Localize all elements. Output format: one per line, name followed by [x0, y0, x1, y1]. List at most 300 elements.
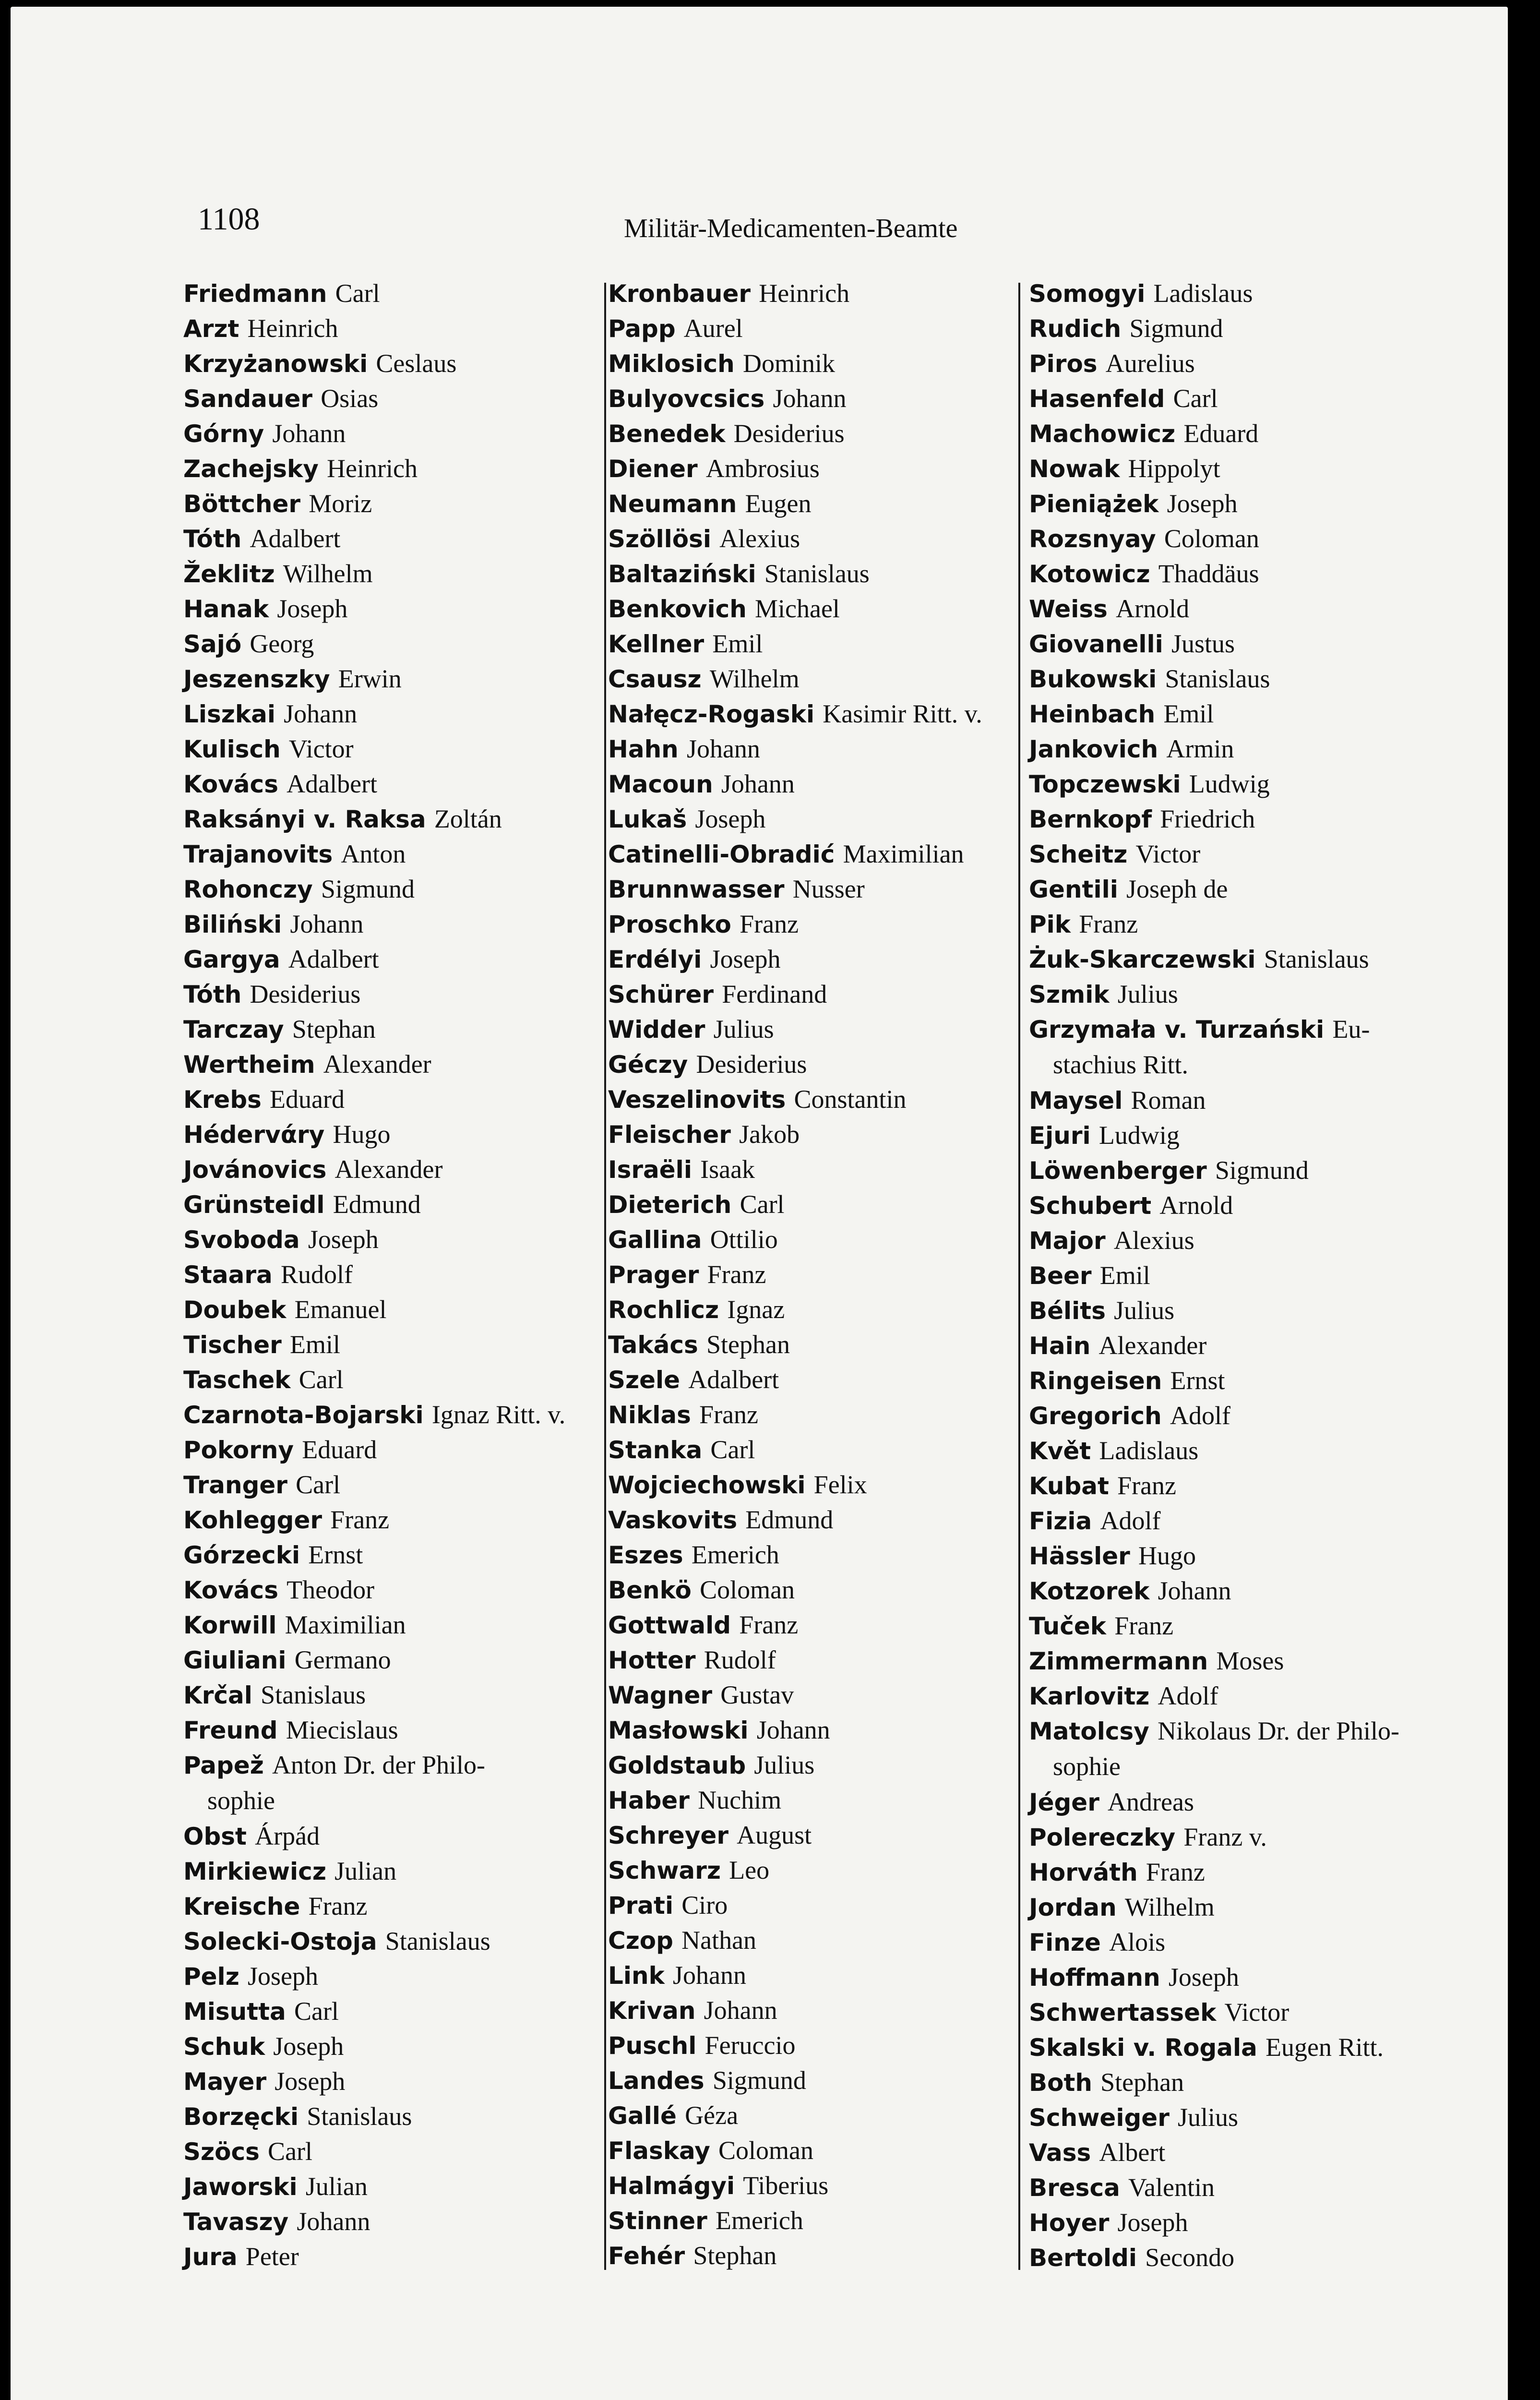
given-name: Miecislaus	[286, 1716, 398, 1744]
surname: Giuliani	[183, 1646, 287, 1674]
surname: Schubert	[1029, 1192, 1152, 1220]
given-name: Carl	[296, 1470, 341, 1499]
name-entry	[1029, 1433, 1442, 1468]
name-entry	[183, 2028, 586, 2064]
surname: Tuček	[1029, 1612, 1107, 1640]
name-entry	[1029, 696, 1442, 731]
given-name: Moses	[1216, 1646, 1284, 1675]
surname: Kohlegger	[183, 1506, 322, 1534]
name-entry	[608, 451, 1016, 486]
surname: Hahn	[608, 735, 679, 763]
running-head: Militär-Medicamenten-Beamte	[624, 214, 958, 243]
name-entry	[1029, 1854, 1442, 1889]
given-name: Desiderius	[696, 1050, 807, 1079]
given-name: Nuchim	[698, 1786, 782, 1814]
surname: Gentili	[1029, 876, 1118, 903]
name-column-2	[608, 276, 1016, 2273]
given-name: Sigmund	[1129, 314, 1223, 343]
surname: Wagner	[608, 1681, 713, 1709]
name-entry	[608, 2203, 1016, 2238]
given-name: Johann	[721, 769, 795, 798]
name-entry	[608, 1992, 1016, 2028]
surname: Fleischer	[608, 1121, 731, 1149]
given-name: Julius	[1178, 2103, 1239, 2132]
given-name: Feruccio	[704, 2031, 796, 2060]
given-name: Eduard	[270, 1085, 345, 1114]
name-entry	[183, 1187, 586, 1222]
name-entry	[1029, 1293, 1442, 1328]
given-name: Eugen Ritt.	[1265, 2033, 1384, 2062]
name-entry	[608, 591, 1016, 626]
given-name: Theodor	[287, 1575, 375, 1604]
given-name: Joseph de	[1126, 875, 1228, 903]
surname: Skalski v. Rogala	[1029, 2034, 1257, 2062]
given-name: Stephan	[706, 1330, 790, 1359]
given-name: Aurelius	[1105, 349, 1195, 378]
surname: Veszelinovits	[608, 1086, 786, 1114]
surname: Link	[608, 1962, 665, 1990]
given-name: Johann	[756, 1716, 830, 1744]
name-entry	[608, 941, 1016, 976]
surname: Grzymała v. Turzański	[1029, 1016, 1325, 1044]
name-entry	[183, 1362, 586, 1397]
surname: Tarczay	[183, 1016, 284, 1044]
given-name: Ceslaus	[376, 349, 457, 378]
surname: Arzt	[183, 315, 239, 343]
surname: Nałęcz-Rogaski	[608, 700, 815, 728]
surname: Sajó	[183, 630, 242, 658]
given-name: Hippolyt	[1128, 454, 1220, 483]
surname: Catinelli-Obradić	[608, 840, 835, 868]
surname: Tranger	[183, 1471, 287, 1499]
name-entry	[608, 976, 1016, 1011]
name-entry	[183, 276, 586, 311]
name-entry	[1029, 1082, 1442, 1117]
name-entry	[1029, 1713, 1442, 1784]
given-name: Joseph	[273, 2032, 344, 2061]
name-entry	[183, 1116, 586, 1152]
surname: Haber	[608, 1787, 690, 1814]
surname: Giovanelli	[1029, 630, 1163, 658]
surname: Hédervάry	[183, 1121, 325, 1149]
surname: Flaskay	[608, 2137, 710, 2165]
given-name: Constantin	[794, 1085, 907, 1114]
surname: Kellner	[608, 630, 704, 658]
surname: Dieterich	[608, 1191, 732, 1219]
given-name: Carl	[294, 1997, 339, 2026]
surname: Pokorny	[183, 1436, 294, 1464]
surname: Kovács	[183, 1576, 278, 1604]
name-entry	[608, 1957, 1016, 1992]
name-entry	[183, 1222, 586, 1257]
surname: Misutta	[183, 1998, 286, 2026]
name-entry	[608, 1607, 1016, 1642]
name-entry	[183, 2099, 586, 2134]
surname: Vaskovits	[608, 1506, 738, 1534]
name-entry	[1029, 1328, 1442, 1363]
surname: Szele	[608, 1366, 680, 1394]
name-entry	[608, 2028, 1016, 2063]
name-entry	[608, 906, 1016, 941]
surname: Miklosich	[608, 350, 735, 378]
given-name: Rudolf	[704, 1645, 776, 1674]
surname: Gallina	[608, 1226, 702, 1254]
given-name: Emerich	[715, 2206, 803, 2235]
given-name: Felix	[813, 1470, 867, 1499]
surname: Doubek	[183, 1296, 287, 1324]
name-entry	[183, 871, 586, 906]
name-entry	[1029, 661, 1442, 696]
name-entry	[608, 486, 1016, 521]
given-name: Osias	[321, 384, 379, 413]
surname: Pieniążek	[1029, 490, 1159, 518]
surname: Topczewski	[1029, 770, 1181, 798]
given-name: Stephan	[1100, 2068, 1184, 2097]
given-name: Franz	[699, 1400, 759, 1429]
name-entry	[1029, 1959, 1442, 1994]
given-name: Edmund	[333, 1190, 421, 1219]
name-entry	[1029, 1363, 1442, 1398]
name-entry	[183, 1993, 586, 2028]
given-name: Julius	[754, 1751, 815, 1779]
given-name: Stanislaus	[307, 2102, 412, 2131]
given-name: Árpád	[255, 1822, 320, 1850]
given-name: Franz	[739, 1610, 799, 1639]
given-name: Valentin	[1128, 2173, 1215, 2202]
name-entry	[183, 1327, 586, 1362]
name-entry	[183, 2134, 586, 2169]
given-name: Adolf	[1100, 1506, 1161, 1535]
surname: Krebs	[183, 1086, 262, 1114]
given-name: Alexander	[1098, 1331, 1207, 1360]
name-entry	[608, 1817, 1016, 1852]
surname: Kotowicz	[1029, 560, 1150, 588]
given-name: Joseph	[277, 594, 348, 623]
surname: Diener	[608, 455, 698, 483]
given-name: Adalbert	[688, 1365, 779, 1394]
name-entry	[1029, 766, 1442, 801]
name-entry	[183, 1292, 586, 1327]
name-entry	[1029, 906, 1442, 941]
given-name: Carl	[335, 279, 380, 308]
given-name: Eu-	[1332, 1015, 1370, 1044]
given-name: Alexander	[334, 1155, 443, 1184]
name-entry	[183, 976, 586, 1011]
given-name: Joseph	[275, 2067, 346, 2096]
name-entry	[608, 836, 1016, 871]
name-entry	[1029, 871, 1442, 906]
surname: Csausz	[608, 665, 702, 693]
entry-continuation: sophie	[207, 1786, 275, 1815]
given-name: Ignaz	[727, 1295, 785, 1324]
surname: Papež	[183, 1752, 264, 1779]
name-entry	[608, 1222, 1016, 1257]
given-name: Johann	[272, 419, 346, 448]
name-entry	[1029, 836, 1442, 871]
surname: Eszes	[608, 1541, 683, 1569]
name-entry	[183, 1572, 586, 1607]
given-name: Julian	[334, 1857, 397, 1885]
given-name: Stanislaus	[764, 559, 870, 588]
surname: Rozsnyay	[1029, 525, 1156, 553]
surname: Bernkopf	[1029, 805, 1152, 833]
name-entry	[1029, 591, 1442, 626]
given-name: Eugen	[745, 489, 812, 518]
surname: Górzecki	[183, 1541, 300, 1569]
surname: Halmágyi	[608, 2172, 735, 2200]
surname: Fehér	[608, 2242, 685, 2270]
given-name: Roman	[1131, 1086, 1206, 1115]
given-name: Alois	[1109, 1928, 1166, 1956]
surname: Jaworski	[183, 2173, 298, 2201]
surname: Lukaš	[608, 805, 687, 833]
name-entry	[183, 1502, 586, 1537]
surname: Obst	[183, 1823, 247, 1850]
name-entry	[183, 1677, 586, 1712]
name-entry	[183, 1046, 586, 1081]
given-name: Alexander	[323, 1050, 431, 1079]
given-name: Joseph	[695, 804, 766, 833]
given-name: Friedrich	[1160, 804, 1255, 833]
given-name: Maximilian	[843, 840, 964, 868]
name-entry	[608, 381, 1016, 416]
given-name: Thaddäus	[1158, 559, 1259, 588]
given-name: Edmund	[745, 1505, 834, 1534]
given-name: Julian	[305, 2172, 368, 2201]
surname: Mayer	[183, 2068, 267, 2096]
name-entry	[183, 2204, 586, 2239]
surname: Grünsteidl	[183, 1191, 325, 1219]
surname: Erdélyi	[608, 946, 702, 973]
surname: Beer	[1029, 1262, 1092, 1290]
given-name: Ernst	[308, 1540, 363, 1569]
surname: Prati	[608, 1892, 674, 1920]
given-name: Victor	[1135, 840, 1201, 868]
name-entry	[608, 1782, 1016, 1817]
name-entry	[183, 1747, 586, 1818]
name-entry	[608, 766, 1016, 801]
page-number: 1108	[198, 202, 260, 237]
given-name: Aurel	[683, 314, 743, 343]
given-name: Stephan	[693, 2241, 777, 2270]
surname: Kulisch	[183, 735, 281, 763]
name-entry	[183, 696, 586, 731]
surname: Bukowski	[1029, 665, 1157, 693]
surname: Maysel	[1029, 1087, 1123, 1115]
surname: Biliński	[183, 911, 282, 938]
surname: Neumann	[608, 490, 737, 518]
surname: Géczy	[608, 1051, 688, 1079]
given-name: Secondo	[1145, 2243, 1235, 2272]
surname: Benedek	[608, 420, 726, 448]
surname: Żuk-Skarczewski	[1029, 946, 1256, 973]
given-name: Maximilian	[285, 1610, 406, 1639]
given-name: Carl	[740, 1190, 785, 1219]
surname: Ringeisen	[1029, 1367, 1162, 1395]
surname: Vass	[1029, 2139, 1091, 2167]
given-name: Coloman	[1164, 524, 1259, 553]
name-entry	[183, 1152, 586, 1187]
given-name: Stephan	[292, 1015, 376, 1044]
name-entry	[608, 1467, 1016, 1502]
surname: Kubat	[1029, 1472, 1109, 1500]
surname: Hotter	[608, 1646, 696, 1674]
surname: Machowicz	[1029, 420, 1176, 448]
surname: Brunnwasser	[608, 876, 785, 903]
surname: Jovánovics	[183, 1156, 327, 1184]
surname: Tavaszy	[183, 2208, 289, 2236]
name-entry	[1029, 1117, 1442, 1152]
name-entry	[183, 2239, 586, 2274]
surname: Kronbauer	[608, 280, 751, 308]
surname: Baltaziński	[608, 560, 756, 588]
given-name: Johann	[686, 734, 760, 763]
given-name: Eduard	[302, 1435, 377, 1464]
given-name: Ignaz Ritt. v.	[431, 1400, 566, 1429]
name-entry	[608, 1502, 1016, 1537]
given-name: Johann	[1158, 1576, 1231, 1605]
name-entry	[608, 1432, 1016, 1467]
name-entry	[608, 1362, 1016, 1397]
surname: Szöcs	[183, 2138, 260, 2166]
given-name: Isaak	[700, 1155, 755, 1184]
given-name: Franz	[1117, 1471, 1177, 1500]
given-name: Franz	[308, 1892, 368, 1920]
surname: Polereczky	[1029, 1824, 1176, 1851]
name-entry	[1029, 1468, 1442, 1503]
book-page	[11, 7, 1508, 2400]
name-entry	[183, 661, 586, 696]
surname: Tóth	[183, 981, 242, 1008]
name-entry	[1029, 521, 1442, 556]
surname: Scheitz	[1029, 840, 1128, 868]
surname: Matolcsy	[1029, 1717, 1149, 1745]
name-entry	[1029, 486, 1442, 521]
given-name: Adolf	[1170, 1401, 1230, 1430]
given-name: Justus	[1171, 629, 1235, 658]
given-name: Andreas	[1108, 1788, 1194, 1816]
name-entry	[608, 1327, 1016, 1362]
surname: Somogyi	[1029, 280, 1146, 308]
surname: Trajanovits	[183, 840, 333, 868]
name-entry	[183, 346, 586, 381]
name-entry	[608, 311, 1016, 346]
given-name: Emanuel	[294, 1295, 387, 1324]
given-name: Emil	[289, 1330, 340, 1359]
name-entry	[183, 2169, 586, 2204]
surname: Rochlicz	[608, 1296, 719, 1324]
given-name: Victor	[288, 734, 354, 763]
name-entry	[183, 1712, 586, 1747]
given-name: Erwin	[338, 664, 402, 693]
name-entry	[183, 1853, 586, 1888]
surname: Nowak	[1029, 455, 1120, 483]
surname: Liszkai	[183, 700, 275, 728]
given-name: Heinrich	[247, 314, 338, 343]
surname: Benkovich	[608, 595, 747, 623]
surname: Landes	[608, 2067, 704, 2095]
column-divider	[1018, 283, 1020, 2270]
name-entry	[183, 1432, 586, 1467]
surname: Both	[1029, 2069, 1092, 2097]
name-entry	[183, 941, 586, 976]
name-entry	[608, 2238, 1016, 2273]
name-entry	[183, 626, 586, 661]
name-entry	[1029, 2135, 1442, 2170]
name-entry	[183, 1537, 586, 1572]
name-entry	[608, 1397, 1016, 1432]
name-entry	[608, 1887, 1016, 1922]
surname: Pelz	[183, 1963, 239, 1991]
name-entry	[1029, 1643, 1442, 1678]
given-name: Tiberius	[743, 2171, 829, 2200]
name-entry	[608, 1572, 1016, 1607]
given-name: Coloman	[718, 2136, 814, 2165]
given-name: Moriz	[309, 489, 372, 518]
given-name: Eduard	[1183, 419, 1259, 448]
surname: Czarnota-Bojarski	[183, 1401, 424, 1429]
name-entry	[1029, 1889, 1442, 1924]
given-name: Leo	[729, 1856, 770, 1884]
name-entry	[183, 766, 586, 801]
given-name: Johann	[673, 1961, 747, 1990]
given-name: Desiderius	[733, 419, 845, 448]
surname: Piros	[1029, 350, 1098, 378]
given-name: Carl	[298, 1365, 344, 1394]
surname: Stinner	[608, 2207, 707, 2235]
name-entry	[608, 1537, 1016, 1572]
name-entry	[183, 556, 586, 591]
name-entry	[1029, 556, 1442, 591]
name-entry	[183, 311, 586, 346]
surname: Žeklitz	[183, 560, 275, 588]
name-entry	[608, 1747, 1016, 1782]
name-entry	[608, 346, 1016, 381]
surname: Hässler	[1029, 1542, 1130, 1570]
name-entry	[608, 556, 1016, 591]
given-name: Rudolf	[280, 1260, 353, 1289]
name-entry	[608, 1257, 1016, 1292]
surname: Sandauer	[183, 385, 313, 413]
name-entry	[1029, 801, 1442, 836]
name-entry	[608, 1011, 1016, 1046]
given-name: Franz v.	[1183, 1823, 1267, 1851]
name-entry	[183, 1607, 586, 1642]
name-entry	[1029, 1608, 1442, 1643]
name-entry	[608, 1116, 1016, 1152]
name-entry	[183, 1642, 586, 1677]
given-name: Franz	[1079, 910, 1138, 938]
name-entry	[183, 1081, 586, 1116]
surname: Karlovitz	[1029, 1682, 1150, 1710]
given-name: Hugo	[333, 1120, 391, 1149]
name-entry	[1029, 2100, 1442, 2135]
name-entry	[183, 591, 586, 626]
given-name: Joseph	[710, 945, 781, 973]
given-name: Kasimir Ritt. v.	[823, 699, 982, 728]
name-entry	[608, 1642, 1016, 1677]
given-name: Armin	[1166, 734, 1234, 763]
given-name: Alexius	[719, 524, 800, 553]
surname: Szmik	[1029, 981, 1110, 1008]
surname: Tóth	[183, 525, 242, 553]
surname: Jordan	[1029, 1894, 1117, 1921]
name-entry	[1029, 1678, 1442, 1713]
surname: Papp	[608, 315, 676, 343]
given-name: Johann	[704, 1996, 777, 2025]
name-entry	[1029, 2170, 1442, 2205]
given-name: Stanislaus	[261, 1680, 366, 1709]
